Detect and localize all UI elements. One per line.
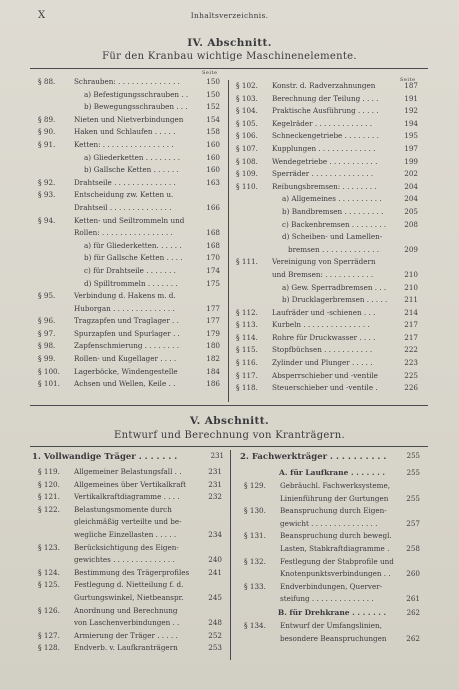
page-ref: 154 [206, 114, 220, 124]
toc-entry [38, 152, 220, 165]
entry-title: Spurzapfen und Spurlager . . [74, 328, 180, 338]
toc-entry [236, 219, 418, 232]
toc-entry [236, 294, 418, 307]
toc-entry [244, 556, 420, 569]
toc-entry [236, 357, 418, 370]
toc-entry [236, 168, 418, 181]
entry-title: b) Bandbremsen . . . . . . . . . [282, 206, 384, 216]
toc-entry [236, 193, 418, 206]
toc-entry [38, 353, 220, 366]
entry-title: steifung . . . . . . . . . . . . . . [280, 594, 374, 604]
toc-entry [38, 466, 222, 479]
section-number: § 92. [38, 177, 56, 187]
page-ref: 187 [404, 81, 418, 90]
toc-entry [244, 593, 420, 606]
toc-entry [236, 244, 418, 257]
section-number: § 132. [244, 556, 266, 566]
page-ref: 197 [404, 143, 418, 153]
entry-title: Ketten: . . . . . . . . . . . . . . . . [74, 139, 174, 149]
page-ref: 163 [206, 177, 220, 187]
page-ref: 177 [206, 316, 220, 326]
section-number: § 133. [244, 581, 266, 591]
section-number: § 106. [236, 131, 258, 141]
toc-entry [236, 118, 418, 131]
seite-label: Seite [400, 77, 416, 83]
entry-title: Tragzapfen und Traglager . . [74, 316, 179, 326]
section-number: § 94. [38, 215, 56, 225]
entry-title: Anordnung und Berechnung [74, 605, 178, 615]
page-ref: 204 [404, 194, 418, 204]
toc-entry [38, 617, 222, 630]
toc-entry [244, 505, 420, 518]
section-number: § 112. [236, 307, 258, 317]
section-number: § 121. [38, 492, 60, 502]
toc-entry [38, 605, 222, 618]
page-ref: 160 [206, 152, 220, 162]
toc-entry [244, 633, 420, 646]
section-number: § 131. [244, 531, 266, 541]
entry-title: Zylinder und Plunger . . . . . [272, 358, 373, 368]
toc-entry [38, 479, 222, 492]
toc-entry [38, 189, 220, 202]
page-ref: 180 [206, 341, 220, 351]
entry-title: c) für Drahtseile . . . . . . . [84, 265, 176, 275]
toc-entry [236, 206, 418, 219]
entry-title: Laufräder und -schienen . . . [272, 307, 376, 317]
page-ref: 195 [404, 131, 418, 141]
entry-title: a) Gliederketten . . . . . . . . [84, 152, 181, 162]
section-number: § 88. [38, 77, 56, 86]
section-number: § 99. [38, 354, 56, 364]
section4-heading: IV. Abschnitt. [187, 37, 272, 49]
entry-title: Berücksichtigung des Eigen- [74, 542, 179, 552]
page-ref: 192 [404, 106, 418, 116]
entry-title: Rollen- und Kugellager . . . . [74, 354, 177, 364]
entry-title: Sperräder . . . . . . . . . . . . . . [272, 169, 374, 179]
page-ref: 255 [406, 493, 420, 503]
entry-title: d) Spilltrommeln . . . . . . . [84, 278, 178, 288]
page-ref: 160 [206, 139, 220, 149]
subsection-heading: A. für Laufkrane . . . . . . . 255 [279, 468, 420, 477]
page-ref: 240 [208, 555, 222, 565]
page-ref: 260 [406, 569, 420, 579]
section5-left-column [38, 466, 222, 655]
section-number: § 124. [38, 567, 60, 577]
page-ref: 210 [404, 282, 418, 292]
entry-title: und Bremsen: . . . . . . . . . . . [272, 269, 374, 279]
entry-title: b) für Gallsche Ketten . . . . [84, 253, 183, 263]
toc-entry [236, 319, 418, 332]
entry-title: Kurbeln . . . . . . . . . . . . . . . [272, 320, 370, 330]
page-ref: 182 [206, 354, 220, 364]
entry-title: Vereinigung von Sperrädern [272, 257, 376, 267]
page-ref: 166 [206, 202, 220, 212]
toc-entry [244, 493, 420, 506]
running-header [0, 10, 459, 24]
page-ref: 234 [208, 529, 222, 539]
section-number: § 104. [236, 106, 258, 116]
page-ref: 245 [208, 592, 222, 602]
toc-entry [236, 307, 418, 320]
section-number: § 120. [38, 479, 60, 489]
column-divider [230, 450, 231, 660]
subsection-heading: B. für Drehkrane . . . . . . . 262 [277, 607, 420, 617]
toc-entry [236, 105, 418, 118]
page-ref: 241 [208, 567, 222, 577]
toc-entry [38, 328, 220, 341]
toc-entry [38, 315, 220, 328]
toc-entry [38, 378, 220, 391]
entry-title: a) Gew. Sperradbremsen . . . [282, 282, 387, 292]
toc-entry [38, 366, 220, 379]
toc-entry [236, 93, 418, 106]
section5-heading: V. Abschnitt. [189, 415, 270, 427]
seite-label: Seite [202, 70, 218, 76]
toc-entry [244, 530, 420, 543]
toc-entry [38, 278, 220, 291]
entry-title: a) für Gliederketten. . . . . . [84, 240, 182, 250]
toc-entry [236, 256, 418, 269]
page-ref: 150 [206, 77, 220, 86]
entry-title: Allgemeiner Belastungsfall . . [74, 467, 182, 476]
toc-entry [38, 290, 220, 303]
entry-title: Knotenpunktsverbindungen . . [280, 569, 391, 579]
page-ref: 205 [404, 206, 418, 216]
toc-entry [244, 581, 420, 594]
section-number: § 111. [236, 257, 258, 267]
entry-title: Absperrschieber und -ventile [272, 370, 378, 380]
page-ref: 252 [208, 630, 222, 640]
page-ref: 168 [206, 240, 220, 250]
column-divider [228, 80, 229, 402]
section-number: § 100. [38, 366, 60, 376]
section-number: § 113. [236, 320, 258, 330]
section-number: § 105. [236, 118, 258, 128]
rule [30, 405, 428, 406]
toc-entry [244, 568, 420, 581]
entry-title: Steuerschieber und -ventile . [272, 383, 378, 393]
entry-title: Zapfenschmierung . . . . . . . . [74, 341, 179, 351]
page-ref: 231 [208, 479, 222, 489]
rule [30, 68, 428, 69]
page-ref: 150 [206, 89, 220, 99]
page-ref: 223 [404, 358, 418, 368]
page-ref: 211 [404, 295, 418, 305]
page-ref: 191 [404, 93, 418, 103]
entry-title: a) Allgemeines . . . . . . . . . . [282, 194, 382, 204]
entry-title: Linienführung der Gurtungen [280, 493, 389, 503]
entry-title: Achsen und Wellen, Keile . . [74, 379, 176, 389]
toc-entry [38, 164, 220, 177]
section-number: § 97. [38, 328, 56, 338]
entry-title: Reibungsbremsen: . . . . . . . . [272, 181, 377, 191]
entry-title: gewichtes . . . . . . . . . . . . . . [74, 555, 175, 565]
toc-entry [38, 240, 220, 253]
page-ref: 202 [404, 169, 418, 179]
section-number: § 117. [236, 370, 258, 380]
toc-entry [38, 114, 220, 127]
page-ref: 210 [404, 269, 418, 279]
toc-entry [38, 139, 220, 152]
toc-entry [38, 202, 220, 215]
toc-entry [38, 592, 222, 605]
entry-title: b) Gallsche Ketten . . . . . . [84, 165, 179, 175]
entry-title: Nieten und Nietverbindungen [74, 114, 184, 124]
page-ref: 231 [208, 467, 222, 476]
page-ref: 232 [208, 492, 222, 502]
section4-left-column [38, 76, 220, 391]
page-ref: 217 [404, 332, 418, 342]
rule [30, 446, 428, 447]
entry-title: Beanspruchung durch Eigen- [280, 506, 387, 516]
page-ref: 261 [406, 594, 420, 604]
toc-entry [236, 382, 418, 395]
toc-entry [38, 177, 220, 190]
page-ref: 177 [206, 303, 220, 313]
toc-entry [38, 215, 220, 228]
page-ref: 225 [404, 370, 418, 380]
entry-title: Gurtungswinkel, Nietbeanspr. [74, 592, 184, 602]
section-number: § 109. [236, 169, 258, 179]
section-number: § 116. [236, 358, 258, 368]
entry-title: Kegelräder . . . . . . . . . . . . . [272, 118, 372, 128]
page-ref: 175 [206, 278, 220, 288]
page-ref: 258 [406, 543, 420, 553]
entry-title: Bestimmung des Trägerprofiles [74, 567, 190, 577]
entry-title: bremsen . . . . . . . . . . . . . [288, 244, 380, 254]
toc-entry [38, 642, 222, 655]
section-number: § 115. [236, 345, 258, 355]
section-number: § 107. [236, 143, 258, 153]
page-ref: 194 [404, 118, 418, 128]
page-ref: 158 [206, 127, 220, 137]
entry-title: Kupplungen . . . . . . . . . . . . . [272, 143, 376, 153]
entry-title: Beanspruchung durch bewegl. [280, 531, 392, 541]
toc-entry [38, 504, 222, 517]
entry-title: Endverb. v. Laufkranträgern [74, 643, 178, 653]
page-ref: 179 [206, 328, 220, 338]
entry-title: Haken und Schlaufen . . . . . [74, 127, 176, 137]
page-ref: 168 [206, 228, 220, 238]
section-number: § 96. [38, 316, 56, 326]
page-ref: 208 [404, 219, 418, 229]
toc-entry [38, 567, 222, 580]
entry-title: Festlegung d. Nietteilung f. d. [74, 580, 184, 590]
entry-title: Konstr. d. Radverzahnungen [272, 81, 376, 90]
toc-entry [38, 252, 220, 265]
toc-entry [38, 89, 220, 102]
toc-entry [38, 101, 220, 114]
page-ref: 204 [404, 181, 418, 191]
section-number: § 123. [38, 542, 60, 552]
toc-entry [236, 156, 418, 169]
toc-entry [244, 543, 420, 556]
section-number: § 130. [244, 506, 266, 516]
section5-subheading: Entwurf und Berechnung von Kranträgern. [114, 430, 345, 441]
entry-title: Drahtseile . . . . . . . . . . . . . . [74, 177, 176, 187]
entry-title: d) Scheiben- und Lamellen- [282, 232, 383, 242]
entry-title: b) Bewegungsschrauben . . . [84, 102, 188, 112]
section-number: § 89. [38, 114, 56, 124]
toc-entry [244, 620, 420, 633]
toc-entry [236, 143, 418, 156]
entry-title: Belastungsmomente durch [74, 504, 172, 514]
section-number: § 126. [38, 605, 60, 615]
toc-entry [244, 518, 420, 531]
running-title: Inhaltsverzeichnis. [190, 11, 269, 20]
entry-title: Vertikalkraftdiagramme . . . . [74, 492, 180, 502]
toc-entry [236, 344, 418, 357]
section4-subheading: Für den Kranbau wichtige Maschinenelemente. [102, 51, 357, 62]
entry-title: a) Befestigungsschrauben . . [84, 89, 189, 99]
page-ref: 226 [404, 383, 418, 393]
toc-entry [38, 554, 222, 567]
section5-left-head: 1. Vollwandige Träger . . . . . . . 231 [32, 452, 224, 462]
section-number: § 108. [236, 156, 258, 166]
section-number: § 129. [244, 481, 266, 490]
toc-entry [38, 542, 222, 555]
entry-title: Lagerböcke, Windengestelle [74, 366, 178, 376]
entry-title: c) Backenbremsen . . . . . . . . [282, 219, 387, 229]
section-number: § 122. [38, 504, 60, 514]
toc-entry [38, 529, 222, 542]
toc-entry [38, 340, 220, 353]
toc-entry [236, 282, 418, 295]
page-ref: 184 [206, 366, 220, 376]
toc-entry [236, 370, 418, 383]
entry-title: Schneckengetriebe . . . . . . . . [272, 131, 379, 141]
page-ref: 199 [404, 156, 418, 166]
entry-title: gleichmäßig verteilte und be- [74, 517, 182, 527]
page-number: X [38, 10, 46, 21]
page-ref: 257 [406, 518, 420, 528]
toc-entry [38, 126, 220, 139]
toc-entry [38, 227, 220, 240]
toc-entry [244, 480, 420, 493]
entry-title: Armierung der Träger . . . . . [74, 630, 178, 640]
page-ref: 209 [404, 244, 418, 254]
entry-title: Schrauben: . . . . . . . . . . . . . . [74, 77, 180, 86]
entry-title: Lasten, Stabkraftdiagramme . [280, 543, 390, 553]
entry-title: Festlegung der Stabprofile und [280, 556, 394, 566]
page-ref: 248 [208, 618, 222, 628]
section5-right-head: 2. Fachwerkträger . . . . . . . . . . 255 [240, 452, 420, 462]
page-ref: 262 [406, 633, 420, 643]
entry-title: Allgemeines über Vertikalkraft [74, 479, 187, 489]
toc-entry [236, 332, 418, 345]
toc-entry [236, 130, 418, 143]
section-number: § 134. [244, 620, 266, 630]
section-number: § 128. [38, 643, 60, 653]
section5-right-column [244, 466, 420, 645]
toc-entry [38, 265, 220, 278]
section-number: § 91. [38, 139, 56, 149]
section-number: § 93. [38, 190, 56, 200]
page-ref: 253 [208, 643, 222, 653]
toc-entry [236, 80, 418, 93]
entry-title: Rohre für Druckwasser . . . . [272, 332, 376, 342]
entry-title: von Laschenverbindungen . . [74, 618, 180, 628]
entry-title: Stopfbüchsen . . . . . . . . . . . [272, 345, 373, 355]
page-ref: 217 [404, 320, 418, 330]
toc-entry [236, 181, 418, 194]
section-number: § 119. [38, 467, 60, 476]
section-number: § 102. [236, 81, 258, 90]
entry-title: wegliche Einzellasten . . . . . [74, 529, 177, 539]
section-number: § 98. [38, 341, 56, 351]
page-ref: 160 [206, 165, 220, 175]
entry-title: Entwurf der Umfangslinien, [280, 620, 382, 630]
page-ref: 214 [404, 307, 418, 317]
toc-entry [38, 76, 220, 89]
toc-entry [236, 231, 418, 244]
section-number: § 127. [38, 630, 60, 640]
entry-title: Wendegetriebe . . . . . . . . . . . [272, 156, 378, 166]
entry-title: Gebräuchl. Fachwerksysteme, [280, 481, 391, 490]
page-ref: 170 [206, 253, 220, 263]
entry-title: Praktische Ausführung . . . . . [272, 106, 379, 116]
section-number: § 103. [236, 93, 258, 103]
section-number: § 90. [38, 127, 56, 137]
entry-title: Endverbindungen, Querver- [280, 581, 383, 591]
entry-title: gewicht . . . . . . . . . . . . . . . [280, 518, 378, 528]
toc-entry [38, 516, 222, 529]
page-ref: 222 [404, 345, 418, 355]
toc-entry [38, 579, 222, 592]
section-number: § 125. [38, 580, 60, 590]
entry-title: Verbindung d. Hakens m. d. [74, 291, 176, 301]
section-number: § 118. [236, 383, 258, 393]
entry-title: Huborgan . . . . . . . . . . . . . . [74, 303, 175, 313]
page-ref: 152 [206, 102, 220, 112]
toc-entry [38, 630, 222, 643]
section-number: § 110. [236, 181, 258, 191]
entry-title: besondere Beanspruchungen [280, 633, 387, 643]
section4-right-column [236, 80, 418, 395]
toc-entry [236, 269, 418, 282]
entry-title: Ketten- und Seiltrommeln und [74, 215, 185, 225]
section-number: § 101. [38, 379, 60, 389]
entry-title: b) Drucklagerbremsen . . . . . [282, 295, 388, 305]
entry-title: Entscheidung zw. Ketten u. [74, 190, 174, 200]
entry-title: Rollen: . . . . . . . . . . . . . . . . [74, 228, 173, 238]
section-number: § 114. [236, 332, 258, 342]
entry-title: Drahtseil . . . . . . . . . . . . . . [74, 202, 172, 212]
toc-entry [38, 491, 222, 504]
entry-title: Berechnung der Teilung . . . . [272, 93, 379, 103]
page-ref: 186 [206, 379, 220, 389]
section-number: § 95. [38, 291, 56, 301]
toc-entry [38, 303, 220, 316]
page-ref: 174 [206, 265, 220, 275]
